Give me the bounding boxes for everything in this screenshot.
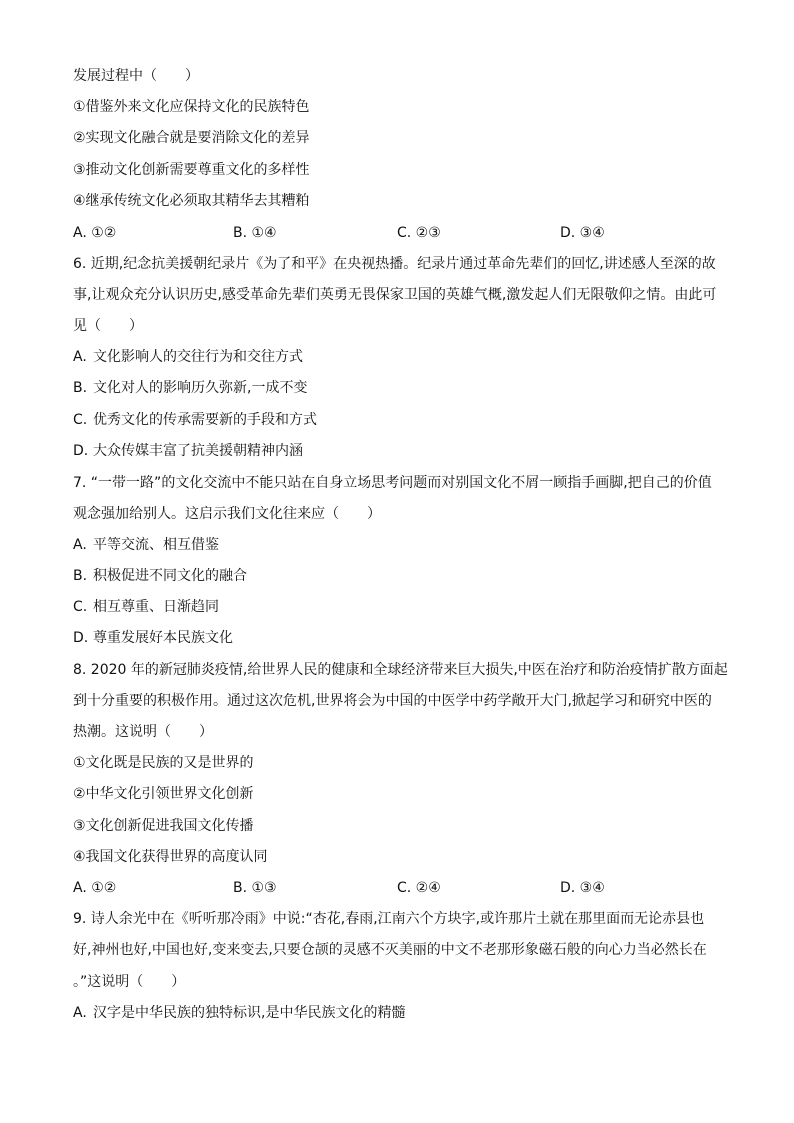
choice-text: 相互尊重、日渐趋同 <box>93 599 219 615</box>
q6-choice-b <box>73 379 307 397</box>
q9-choice-a <box>73 1004 405 1022</box>
q9-stem-line-2: 好,神州也好,中国也好,变来变去,只要仓颉的灵感不灭美丽的中文不老那形象磁石般的向心力当必然长在 <box>73 942 707 958</box>
choice-text: 文化影响人的交往行为和交往方式 <box>93 349 303 365</box>
choice-text: 尊重发展好本民族文化 <box>93 630 233 646</box>
q8-option-d: D. ③④ <box>560 880 605 896</box>
q6-choice-c <box>73 411 317 429</box>
choice-text: 平等交流、相互借鉴 <box>93 537 219 553</box>
choice-label: C. <box>73 412 88 428</box>
q8-stem-line-2: 到十分重要的积极作用。通过这次危机,世界将会为中国的中医学中药学敞开大门,掀起学习和研究中医的 <box>73 693 712 709</box>
q5-stem-tail: 发展过程中（ ） <box>73 68 199 84</box>
choice-label: A. <box>73 537 87 553</box>
choice-label: D. <box>73 630 89 646</box>
choice-text: 优秀文化的传承需要新的手段和方式 <box>93 412 317 428</box>
q5-item-3: ③推动文化创新需要尊重文化的多样性 <box>73 162 310 178</box>
q5-item-1: ①借鉴外来文化应保持文化的民族特色 <box>73 99 310 115</box>
q9-stem-line-3: 。”这说明（ ） <box>73 974 186 990</box>
choice-text: 积极促进不同文化的融合 <box>93 568 247 584</box>
q5-option-a: A. ①② <box>73 225 117 241</box>
q8-item-2: ②中华文化引领世界文化创新 <box>73 786 254 802</box>
q7-choice-c <box>73 598 219 616</box>
q8-item-4: ④我国文化获得世界的高度认同 <box>73 849 268 865</box>
q7-choice-b <box>73 567 247 585</box>
choice-label: A. <box>73 349 87 365</box>
choice-label: B. <box>73 380 88 396</box>
q5-item-4: ④继承传统文化必须取其精华去其糟粕 <box>73 193 310 209</box>
q7-stem-line-1: 7. “一带一路”的文化交流中不能只站在自身立场思考问题而对别国文化不屑一顾指手画脚,把自己的价值 <box>73 475 712 491</box>
q8-item-1: ①文化既是民族的又是世界的 <box>73 755 254 771</box>
q8-option-a: A. ①② <box>73 880 117 896</box>
q8-option-b: B. ①③ <box>233 880 277 896</box>
q6-stem-line-2: 事,让观众充分认识历史,感受革命先辈们英勇无畏保家卫国的英雄气概,激发起人们无限敬仰之情。由此可 <box>73 287 717 303</box>
choice-text: 大众传媒丰富了抗美援朝精神内涵 <box>93 443 303 459</box>
q5-option-c: C. ②③ <box>397 225 441 241</box>
q8-stem-line-1: 8. 2020 年的新冠肺炎疫情,给世界人民的健康和全球经济带来巨大损失,中医在治疗和防治疫情扩散方面起 <box>73 662 728 678</box>
q5-option-d: D. ③④ <box>560 225 605 241</box>
q6-stem-line-3: 见（ ） <box>73 318 143 334</box>
choice-text: 文化对人的影响历久弥新,一成不变 <box>93 380 308 396</box>
q8-item-3: ③文化创新促进我国文化传播 <box>73 818 254 834</box>
choice-text: 汉字是中华民族的独特标识,是中华民族文化的精髓 <box>93 1005 406 1021</box>
choice-label: A. <box>73 1005 87 1021</box>
q6-choice-d <box>73 442 303 460</box>
choice-label: B. <box>73 568 88 584</box>
choice-label: C. <box>73 599 88 615</box>
q7-stem-line-2: 观念强加给别人。这启示我们文化往来应（ ） <box>73 506 381 522</box>
q6-choice-a <box>73 348 303 366</box>
q5-item-2: ②实现文化融合就是要消除文化的差异 <box>73 130 310 146</box>
choice-label: D. <box>73 443 89 459</box>
q5-option-b: B. ①④ <box>233 225 277 241</box>
q8-stem-line-3: 热潮。这说明（ ） <box>73 724 213 740</box>
q7-choice-d <box>73 629 233 647</box>
q6-stem-line-1: 6. 近期,纪念抗美援朝纪录片《为了和平》在央视热播。纪录片通过革命先辈们的回忆,讲述感人至深的故 <box>73 256 716 272</box>
q8-option-c: C. ②④ <box>397 880 441 896</box>
q9-stem-line-1: 9. 诗人余光中在《听听那冷雨》中说:“杏花,春雨,江南六个方块字,或许那片土就在那里面而无论赤县也 <box>73 911 705 927</box>
q7-choice-a <box>73 536 219 554</box>
